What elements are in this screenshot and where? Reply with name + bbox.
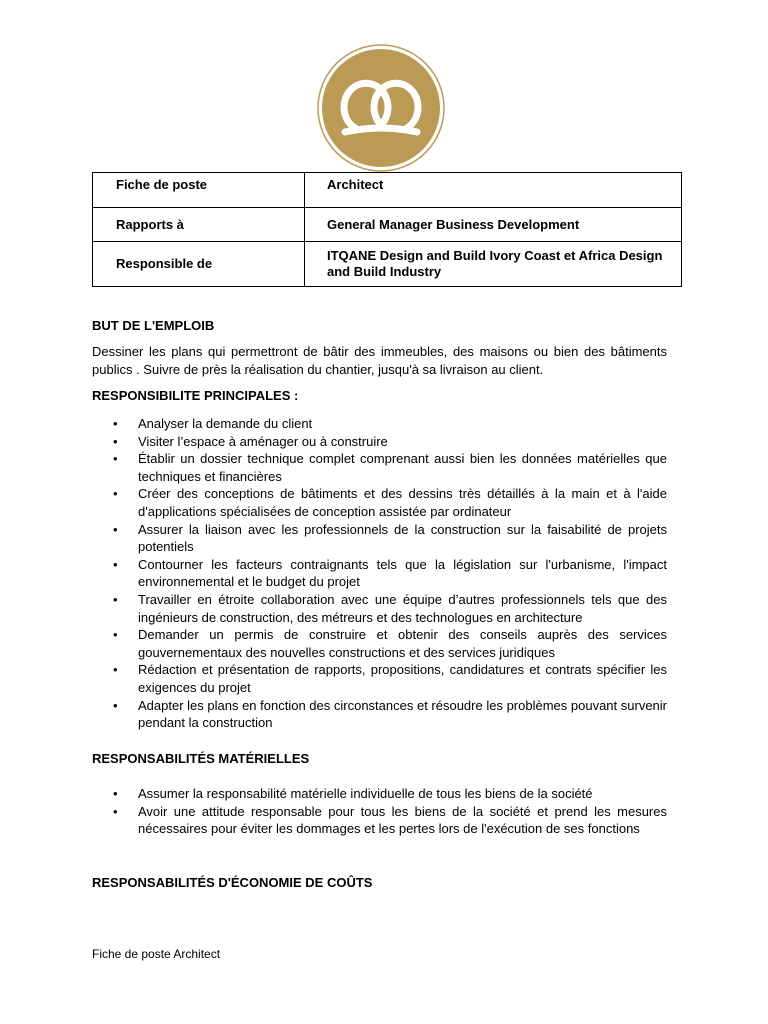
list-item-text: Créer des conceptions de bâtiments et des dessins très détaillés à la main et à l'aide d'applications spécialisées de conception assistée par ordinateur: [138, 486, 667, 519]
section-text-but: Dessiner les plans qui permettront de bâtir des immeubles, des maisons ou bien des bâtiments publics . Suivre de près la réalisation du chantier, jusqu'à sa livraison au client.: [92, 344, 667, 377]
bullet-icon: •: [113, 591, 118, 607]
list-item: [92, 661, 667, 696]
job-info-table: [92, 172, 682, 287]
bullet-icon: •: [113, 416, 118, 431]
list-item: [92, 556, 667, 591]
section-heading-but: BUT DE L'EMPLOIB: [92, 318, 215, 333]
bullet-icon: •: [113, 803, 118, 819]
logo-disc: [322, 49, 440, 167]
bullet-icon: •: [113, 521, 118, 537]
responsibilities-list: [92, 415, 667, 732]
bullet-icon: •: [113, 697, 118, 713]
row-label: Fiche de poste: [93, 173, 305, 208]
list-item-text: Assurer la liaison avec les professionnels de la construction sur la faisabilité de projets potentiels: [138, 521, 667, 555]
table-row: [93, 173, 682, 208]
list-item-text: Visiter l’espace à aménager ou à construire: [138, 433, 388, 449]
list-item: [92, 803, 667, 838]
list-item: [92, 626, 667, 661]
section-heading-costs: RESPONSABILITÉS D'ÉCONOMIE DE COÛTS: [92, 875, 373, 890]
bullet-icon: •: [113, 433, 118, 449]
company-logo: [315, 44, 447, 172]
table-row: [93, 242, 682, 287]
list-item: [92, 697, 667, 732]
row-value: General Manager Business Development: [305, 208, 682, 242]
bullet-icon: •: [113, 451, 118, 467]
list-item-text: Analyser la demande du client: [138, 416, 313, 431]
list-item: [92, 591, 667, 626]
bullet-icon: •: [113, 556, 118, 572]
bullet-icon: •: [113, 786, 118, 801]
list-item-text: Contourner les facteurs contraignants tels que la législation sur l'urbanisme, l'impact environnemental et le budget du projet: [138, 556, 667, 590]
list-item-text: Adapter les plans en fonction des circonstances et résoudre les problèmes pouvant survenir pendant la construction: [138, 697, 667, 731]
list-item-text: Avoir une attitude responsable pour tous les biens de la société et prend les mesures nécessaires pour éviter les dommages et les pertes lors de l'exécution de ses fonctions: [138, 803, 667, 837]
bullet-icon: •: [113, 486, 118, 502]
list-item: [92, 485, 667, 520]
row-value: ITQANE Design and Build Ivory Coast et Africa Design and Build Industry: [305, 242, 682, 287]
list-item: [92, 450, 667, 485]
row-label: Rapports à: [93, 208, 305, 242]
list-item-text: Travailler en étroite collaboration avec une équipe d’autres professionnels tels que des ingénieurs de construction, des métreurs et des technologues en architecture: [138, 591, 667, 625]
section-heading-materials: RESPONSABILITÉS MATÉRIELLES: [92, 751, 310, 766]
list-item: [92, 785, 667, 803]
list-item: [92, 521, 667, 556]
section-heading-responsibilities: RESPONSIBILITE PRINCIPALES :: [92, 388, 299, 403]
bullet-icon: •: [113, 662, 118, 678]
list-item-text: Rédaction et présentation de rapports, propositions, candidatures et contrats spécifier les exigences du projet: [138, 662, 667, 695]
row-label: Responsible de: [93, 242, 305, 287]
table-row: [93, 208, 682, 242]
list-item-text: Assumer la responsabilité matérielle individuelle de tous les biens de la société: [138, 786, 593, 801]
row-value: Architect: [305, 173, 682, 208]
list-item-text: Demander un permis de construire et obtenir des conseils auprès des services gouvernementaux des nouvelles constructions et des services juridiques: [138, 627, 667, 660]
list-item: [92, 433, 667, 451]
list-item-text: Établir un dossier technique complet comprenant aussi bien les données matérielles que techniques et financières: [138, 451, 667, 484]
materials-list: [92, 785, 667, 838]
list-item: [92, 415, 667, 433]
bullet-icon: •: [113, 627, 118, 643]
page-footer: Fiche de poste Architect: [92, 947, 221, 961]
